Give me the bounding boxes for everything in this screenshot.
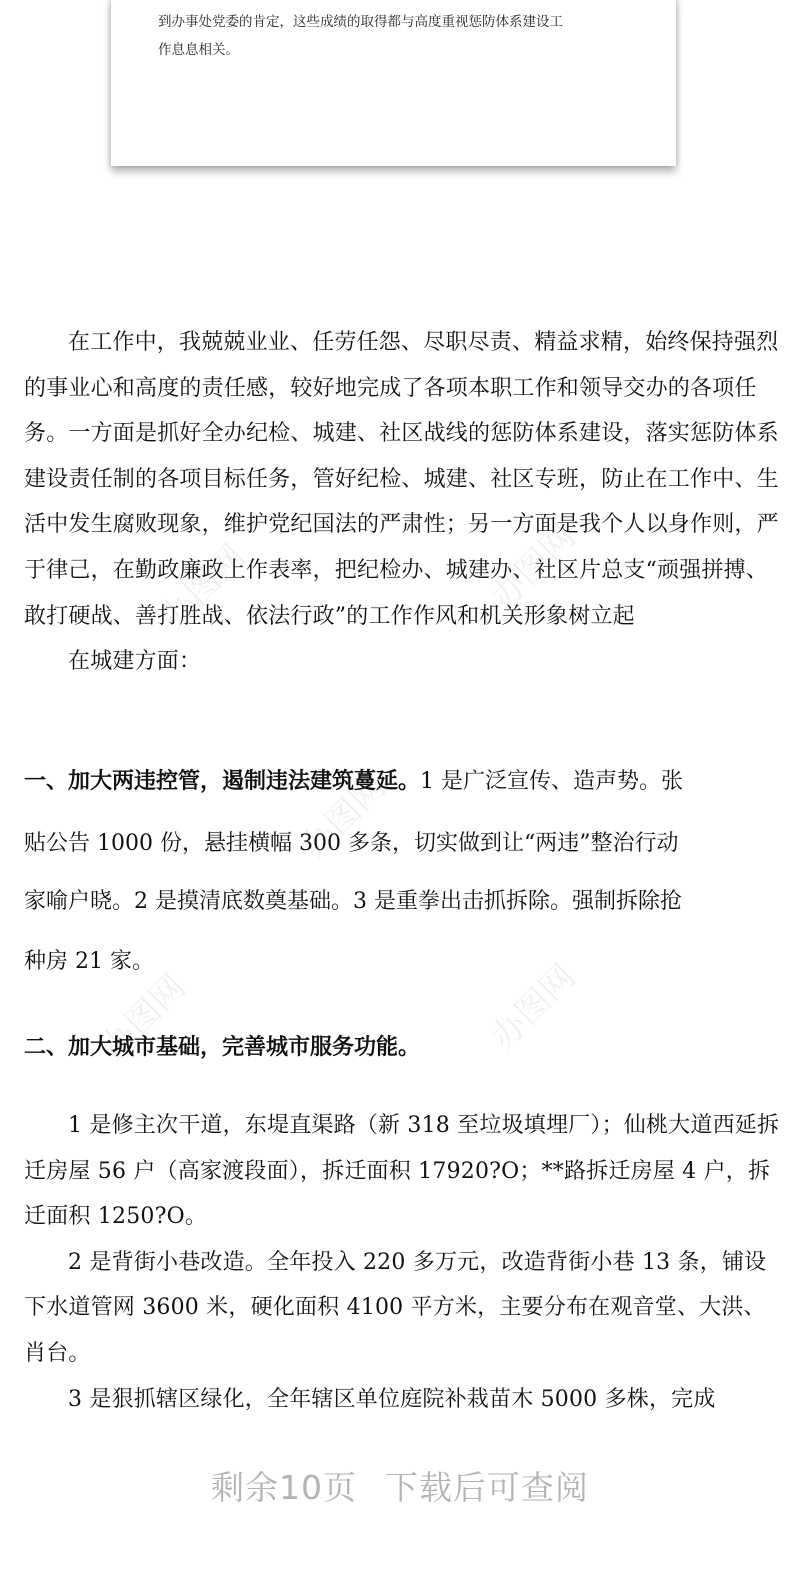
card-line-2: 作息息相关。 — [158, 42, 239, 58]
watermark: 办图网 — [153, 536, 254, 638]
download-to-view-text[interactable]: 下载后可查阅 — [385, 1468, 589, 1507]
document-body — [24, 320, 780, 685]
section-2-body — [24, 1103, 780, 1422]
section-2-heading: 二、加大城市基础，完善城市服务功能。 — [24, 1035, 421, 1060]
watermark: 办图网 — [93, 966, 194, 1068]
paragraph-urban-construction: 在城建方面： — [68, 649, 202, 675]
section-1-line-4: 种房 21 家。 — [24, 949, 154, 974]
card-line-1: 到办事处党委的肯定，这些成绩的取得都与高度重视惩防体系建设工 — [158, 14, 563, 30]
watermark: 办图网 — [483, 956, 584, 1058]
download-prompt[interactable] — [0, 1462, 800, 1509]
paragraph-greening: 3 是狠抓辖区绿化，全年辖区单位庭院补栽苗木 5000 多株，完成 — [68, 1386, 716, 1412]
paragraph-work-summary: 在工作中，我兢兢业业、任劳任怨、尽职尽责、精益求精，始终保持强烈的事业心和高度的责任感，较好地完成了各项本职工作和领导交办的各项任务。一方面是抓好全办纪检、城建、社区战线的惩防体系建设，落实惩防体系建设责任制的各项目标任务，管好纪检、城建、社区专班，防止在工作中、生活中发生腐败现象，维护党纪国法的严肃性；另一方面是我个人以身作则，严于律己，在勤政廉政上作表率，把纪检办、城建办、社区片总支“顽强拼搏、敢打硬战、善打胜战、依法行政”的工作作风和机关形象树立起 — [24, 330, 779, 629]
remaining-pages-text: 剩余10页 — [211, 1468, 357, 1507]
watermark: 办图网 — [293, 766, 394, 868]
section-1-line-3: 家喻户晓。2 是摸清底数奠基础。3 是重拳出击抓拆除。强制拆除抢 — [24, 889, 682, 914]
section-1-line-2: 贴公告 1000 份，悬挂横幅 300 多条，切实做到让“两违”整治行动 — [24, 831, 679, 856]
section-1-text: 1 是广泛宣传、造声势。张 — [420, 769, 684, 794]
paragraph-roads: 1 是修主次干道，东堤直渠路（新 318 至垃圾填埋厂）；仙桃大道西延拆迁房屋 56 户（高家渡段面），拆迁面积 17920?O；**路拆迁房屋 4 户，拆迁面积 1250?O。 — [24, 1113, 780, 1230]
section-1-line-1 — [24, 764, 683, 795]
section-1-heading: 一、加大两违控管，遏制违法建筑蔓延。 — [24, 769, 421, 794]
watermark: 办图网 — [483, 516, 584, 618]
quoted-card — [111, 0, 676, 166]
paragraph-alleys: 2 是背街小巷改造。全年投入 220 多万元，改造背街小巷 13 条，铺设下水道管网 3600 米，硬化面积 4100 平方米，主要分布在观音堂、大洪、肖台。 — [24, 1249, 767, 1366]
